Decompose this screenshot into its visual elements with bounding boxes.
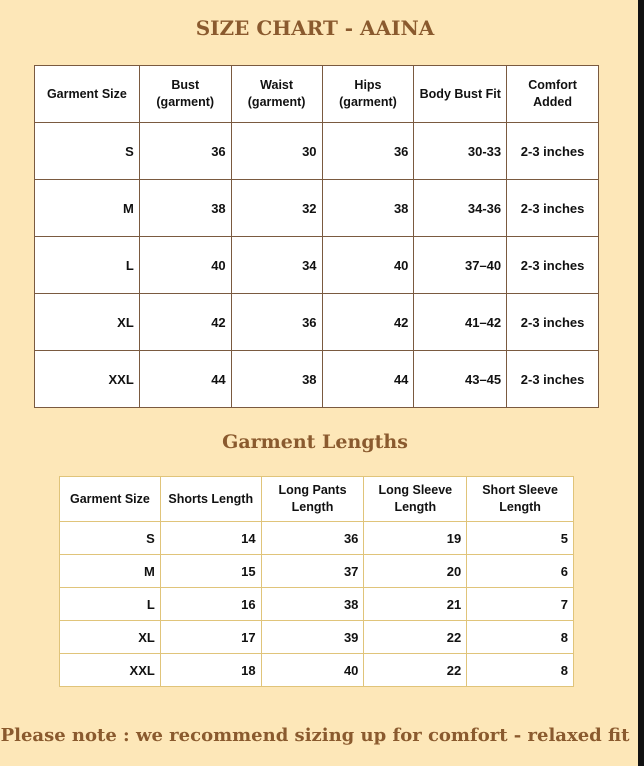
right-edge-bar <box>638 0 644 766</box>
table-row <box>35 123 599 180</box>
table-cell: L <box>35 237 140 294</box>
header-cell: Body Bust Fit <box>414 66 507 123</box>
table-cell: XL <box>35 294 140 351</box>
table-cell: 37–40 <box>414 237 507 294</box>
table-cell: 44 <box>322 351 414 408</box>
table-cell: 38 <box>139 180 231 237</box>
table-cell: 44 <box>139 351 231 408</box>
table-cell: 30-33 <box>414 123 507 180</box>
table-cell: S <box>60 522 161 555</box>
table-cell: 2-3 inches <box>507 351 599 408</box>
header-cell: Short Sleeve Length <box>467 477 574 522</box>
table-cell: 42 <box>139 294 231 351</box>
header-cell: Hips (garment) <box>322 66 414 123</box>
table-row <box>35 180 599 237</box>
table-cell: S <box>35 123 140 180</box>
sizing-note: Please note : we recommend sizing up for comfort - relaxed fit <box>0 725 630 746</box>
table-cell: M <box>60 555 161 588</box>
table-row <box>60 555 574 588</box>
size-chart-table <box>34 65 599 408</box>
table-cell: 41–42 <box>414 294 507 351</box>
lengths-title: Garment Lengths <box>222 431 408 453</box>
table-cell: 36 <box>139 123 231 180</box>
table-cell: 38 <box>261 588 364 621</box>
table-row <box>60 588 574 621</box>
table-cell: 38 <box>322 180 414 237</box>
table-cell: 16 <box>160 588 261 621</box>
table-cell: 19 <box>364 522 467 555</box>
table-cell: 7 <box>467 588 574 621</box>
table-cell: XXL <box>35 351 140 408</box>
table-cell: XXL <box>60 654 161 687</box>
header-cell: Waist (garment) <box>231 66 322 123</box>
garment-lengths-table <box>59 476 574 687</box>
table-cell: 2-3 inches <box>507 123 599 180</box>
header-cell: Garment Size <box>60 477 161 522</box>
table-cell: 2-3 inches <box>507 237 599 294</box>
table-row <box>35 294 599 351</box>
table-cell: 6 <box>467 555 574 588</box>
table-cell: 40 <box>322 237 414 294</box>
table-cell: 20 <box>364 555 467 588</box>
table-cell: 22 <box>364 654 467 687</box>
table-cell: 17 <box>160 621 261 654</box>
size-chart-header-row <box>35 66 599 123</box>
table-cell: 15 <box>160 555 261 588</box>
table-cell: 36 <box>261 522 364 555</box>
table-cell: 42 <box>322 294 414 351</box>
table-cell: 40 <box>139 237 231 294</box>
table-cell: 14 <box>160 522 261 555</box>
table-row <box>60 654 574 687</box>
table-cell: 2-3 inches <box>507 180 599 237</box>
table-cell: 30 <box>231 123 322 180</box>
table-cell: 36 <box>322 123 414 180</box>
table-cell: 34 <box>231 237 322 294</box>
table-cell: 40 <box>261 654 364 687</box>
table-cell: 43–45 <box>414 351 507 408</box>
table-cell: 2-3 inches <box>507 294 599 351</box>
table-cell: 36 <box>231 294 322 351</box>
page-title: SIZE CHART - AAINA <box>195 16 435 40</box>
lengths-header-row <box>60 477 574 522</box>
table-row <box>35 351 599 408</box>
table-row <box>35 237 599 294</box>
table-cell: 38 <box>231 351 322 408</box>
table-cell: M <box>35 180 140 237</box>
table-cell: XL <box>60 621 161 654</box>
header-cell: Long Pants Length <box>261 477 364 522</box>
table-cell: L <box>60 588 161 621</box>
table-cell: 8 <box>467 654 574 687</box>
header-cell: Shorts Length <box>160 477 261 522</box>
header-cell: Long Sleeve Length <box>364 477 467 522</box>
table-cell: 5 <box>467 522 574 555</box>
table-cell: 37 <box>261 555 364 588</box>
table-cell: 34-36 <box>414 180 507 237</box>
table-cell: 32 <box>231 180 322 237</box>
table-row <box>60 522 574 555</box>
header-cell: Garment Size <box>35 66 140 123</box>
table-cell: 39 <box>261 621 364 654</box>
header-cell: Comfort Added <box>507 66 599 123</box>
table-row <box>60 621 574 654</box>
header-cell: Bust (garment) <box>139 66 231 123</box>
table-cell: 22 <box>364 621 467 654</box>
table-cell: 18 <box>160 654 261 687</box>
table-cell: 8 <box>467 621 574 654</box>
table-cell: 21 <box>364 588 467 621</box>
